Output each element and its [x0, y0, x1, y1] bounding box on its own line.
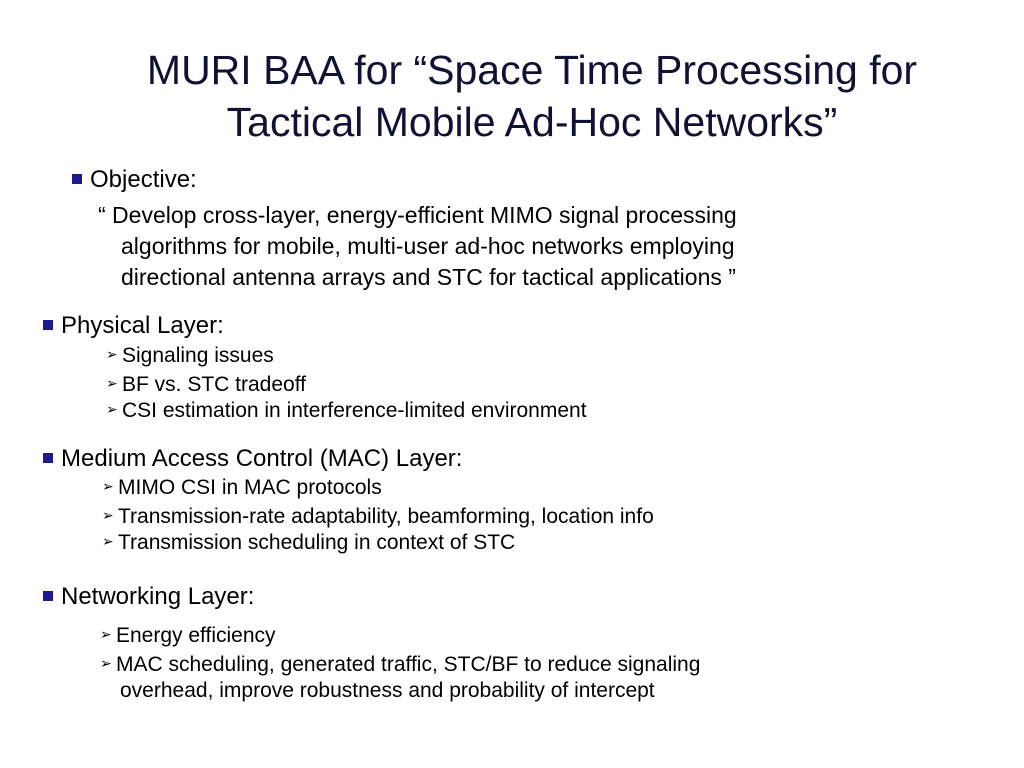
objective-quote-line-3: directional antenna arrays and STC for tactical applications ”	[121, 264, 736, 290]
physical-item-2	[106, 373, 306, 397]
mac-item-2	[102, 505, 654, 529]
square-bullet-icon	[43, 320, 53, 330]
physical-item-3-text: CSI estimation in interference-limited environment	[122, 399, 587, 422]
mac-item-2-text: Transmission-rate adaptability, beamforming, location info	[118, 505, 654, 528]
square-bullet-icon	[43, 453, 53, 463]
arrow-bullet-icon: ➢	[106, 345, 118, 362]
networking-item-1	[100, 624, 276, 648]
networking-item-2-line-2: overhead, improve robustness and probability of intercept	[120, 679, 655, 702]
networking-heading-row	[43, 583, 254, 611]
square-bullet-icon	[72, 174, 82, 184]
square-bullet-icon	[43, 591, 53, 601]
networking-heading: Networking Layer:	[61, 583, 255, 610]
mac-item-3	[102, 531, 515, 555]
mac-item-3-text: Transmission scheduling in context of STC	[118, 531, 516, 554]
mac-item-1	[102, 476, 382, 500]
mac-heading: Medium Access Control (MAC) Layer:	[61, 445, 463, 472]
physical-item-1	[106, 344, 274, 368]
objective-heading-row	[72, 166, 197, 194]
arrow-bullet-icon: ➢	[102, 506, 114, 523]
objective-quote-line-2: algorithms for mobile, multi-user ad-hoc networks employing	[121, 233, 735, 259]
title-line-1: MURI BAA for “Space Time Processing for	[146, 47, 918, 93]
networking-item-1-text: Energy efficiency	[116, 624, 276, 647]
arrow-bullet-icon: ➢	[100, 625, 112, 642]
arrow-bullet-icon: ➢	[106, 400, 118, 417]
physical-heading: Physical Layer:	[61, 312, 224, 339]
objective-quote-line-1: “ Develop cross-layer, energy-efficient MIMO signal processing	[98, 202, 737, 228]
physical-item-3	[106, 399, 587, 423]
title-line-2: Tactical Mobile Ad-Hoc Networks”	[226, 99, 838, 145]
physical-item-2-text: BF vs. STC tradeoff	[122, 373, 307, 396]
mac-heading-row	[43, 445, 462, 473]
arrow-bullet-icon: ➢	[102, 532, 114, 549]
physical-heading-row	[43, 312, 224, 340]
physical-item-1-text: Signaling issues	[122, 344, 274, 367]
mac-item-1-text: MIMO CSI in MAC protocols	[118, 476, 382, 499]
slide-title	[60, 44, 1004, 148]
objective-heading: Objective:	[90, 166, 197, 193]
arrow-bullet-icon: ➢	[106, 374, 118, 391]
networking-item-2-text-line-1: MAC scheduling, generated traffic, STC/BF to reduce signaling	[116, 653, 701, 676]
arrow-bullet-icon: ➢	[100, 654, 112, 671]
networking-item-2	[100, 653, 700, 677]
arrow-bullet-icon: ➢	[102, 477, 114, 494]
